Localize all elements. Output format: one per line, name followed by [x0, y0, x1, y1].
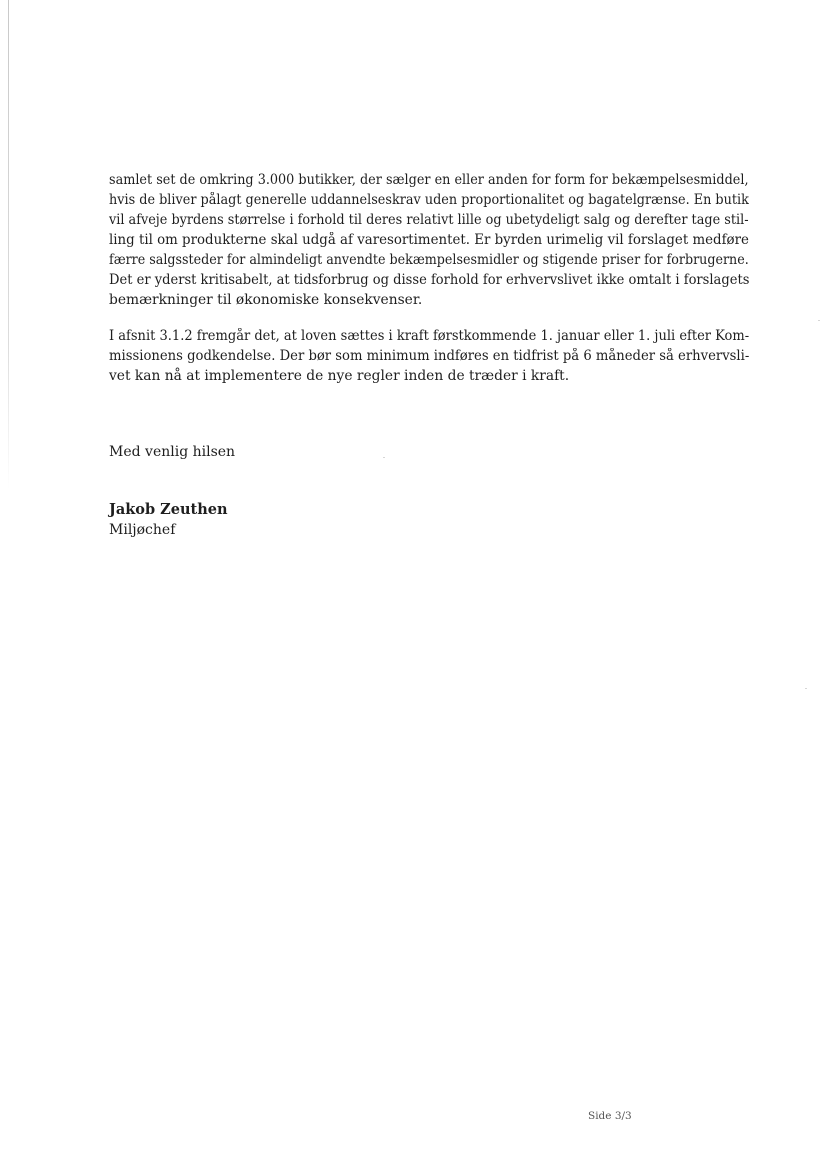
text-line: Det er yderst kritisabelt, at tidsforbrug og disse forhold for erhvervslivet ikke omtalt i forslagets [109, 272, 750, 288]
text-line: I afsnit 3.1.2 fremgår det, at loven sættes i kraft førstkommende 1. januar eller 1. juli efter Kom- [109, 328, 750, 344]
text-line: færre salgssteder for almindeligt anvendte bekæmpelsesmidler og stigende priser for forbrugerne. [109, 252, 749, 268]
text-line: vil afveje byrdens størrelse i forhold til deres relativt lille og ubetydeligt salg og derefter tage stil- [109, 212, 749, 228]
scan-speck [818, 320, 820, 321]
scan-shadow-edge [8, 0, 9, 490]
signer-title: Miljøchef [109, 522, 176, 538]
closing-salutation: Med venlig hilsen [109, 444, 236, 460]
signer-name: Jakob Zeuthen [109, 501, 228, 518]
paragraph-cost-burden [109, 170, 749, 310]
text-line: vet kan nå at implementere de nye regler inden de træder i kraft. [109, 368, 570, 384]
page-number: Side 3/3 [588, 1110, 632, 1122]
text-line: ling til om produkterne skal udgå af varesortimentet. Er byrden urimelig vil forslaget medføre [109, 232, 749, 248]
letter-body [109, 170, 749, 386]
text-line: samlet set de omkring 3.000 butikker, der sælger en eller anden for form for bekæmpelsesmiddel, [109, 172, 749, 188]
text-line: hvis de bliver pålagt generelle uddannelseskrav uden proportionalitet og bagatelgrænse. En butik [109, 192, 749, 208]
paragraph-implementation-deadline [109, 326, 749, 386]
text-line: missionens godkendelse. Der bør som minimum indføres en tidfrist på 6 måneder så erhvervsli- [109, 348, 750, 364]
scan-speck [805, 688, 807, 689]
scan-speck [383, 457, 385, 458]
text-line: bemærkninger til økonomiske konsekvenser. [109, 292, 423, 308]
